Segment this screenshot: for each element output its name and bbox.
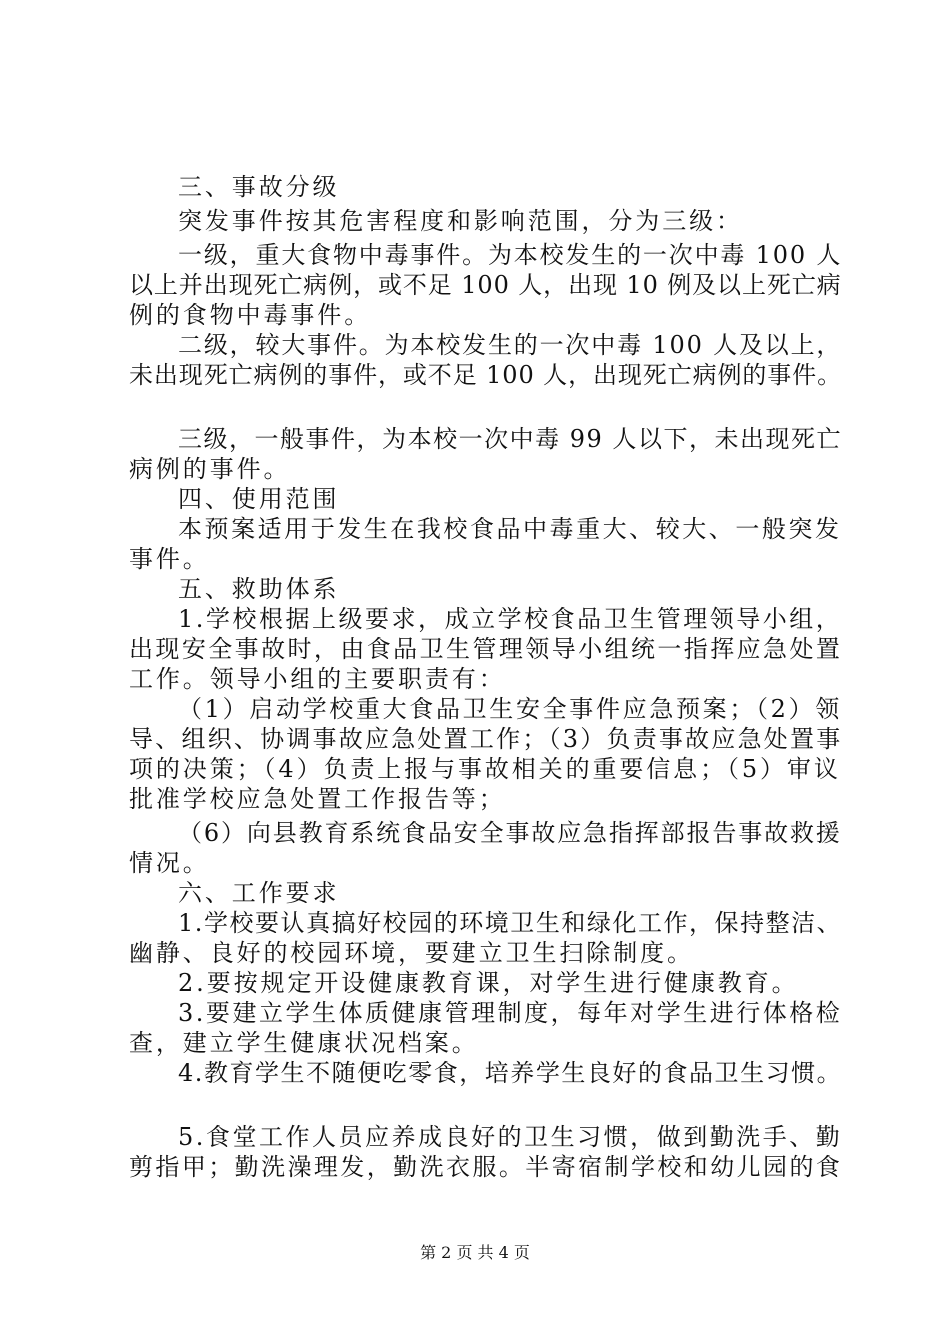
paragraph-line: 以上并出现死亡病例，或不足 100 人，出现 10 例及以上死亡病 <box>129 271 842 299</box>
section-heading-scope: 四、使用范围 <box>178 485 340 513</box>
paragraph-line: 幽静、良好的校园环境，要建立卫生扫除制度。 <box>129 939 694 967</box>
paragraph-line: 4.教育学生不随便吃零食，培养学生良好的食品卫生习惯。 <box>178 1059 843 1087</box>
paragraph-line: 批准学校应急处置工作报告等； <box>129 785 506 813</box>
paragraph-line: 剪指甲；勤洗澡理发，勤洗衣服。半寄宿制学校和幼儿园的食 <box>129 1153 843 1181</box>
paragraph-line: 1.学校要认真搞好校园的环境卫生和绿化工作，保持整洁、 <box>178 909 843 937</box>
paragraph-line: 突发事件按其危害程度和影响范围，分为三级： <box>178 207 743 235</box>
paragraph-line: 未出现死亡病例的事件，或不足 100 人，出现死亡病例的事件。 <box>129 361 842 389</box>
paragraph-line: （6）向县教育系统食品安全事故应急指挥部报告事故救援 <box>178 819 842 847</box>
paragraph-line: 病例的事件。 <box>129 455 291 483</box>
paragraph-line: 导、组织、协调事故应急处置工作；（3）负责事故应急处置事 <box>129 725 843 753</box>
section-heading-rescue-system: 五、救助体系 <box>178 575 340 603</box>
page-footer: 第 2 页 共 4 页 <box>420 1243 530 1262</box>
paragraph-line: 情况。 <box>129 849 210 877</box>
paragraph-line: 例的食物中毒事件。 <box>129 301 372 329</box>
paragraph-line: 事件。 <box>129 545 210 573</box>
paragraph-line: 查，建立学生健康状况档案。 <box>129 1029 479 1057</box>
paragraph-line: （1）启动学校重大食品卫生安全事件应急预案；（2）领 <box>178 695 842 723</box>
section-heading-work-requirements: 六、工作要求 <box>178 879 340 907</box>
paragraph-line: 项的决策；（4）负责上报与事故相关的重要信息；（5）审议 <box>129 755 841 783</box>
paragraph-line: 三级，一般事件，为本校一次中毒 99 人以下，未出现死亡 <box>178 425 842 453</box>
paragraph-line: 5.食堂工作人员应养成良好的卫生习惯，做到勤洗手、勤 <box>178 1123 843 1151</box>
section-heading-accident-grading: 三、事故分级 <box>178 173 340 201</box>
paragraph-line: 3.要建立学生体质健康管理制度，每年对学生进行体格检 <box>178 999 843 1027</box>
paragraph-line: 1.学校根据上级要求，成立学校食品卫生管理领导小组， <box>178 605 843 633</box>
paragraph-line: 二级，较大事件。为本校发生的一次中毒 100 人及以上， <box>178 331 843 359</box>
paragraph-line: 2.要按规定开设健康教育课，对学生进行健康教育。 <box>178 969 799 997</box>
paragraph-line: 出现安全事故时，由食品卫生管理领导小组统一指挥应急处置 <box>129 635 843 663</box>
paragraph-line: 工作。领导小组的主要职责有： <box>129 665 506 693</box>
paragraph-line: 本预案适用于发生在我校食品中毒重大、较大、一般突发 <box>178 515 842 543</box>
paragraph-line: 一级，重大食物中毒事件。为本校发生的一次中毒 100 人 <box>178 241 843 269</box>
